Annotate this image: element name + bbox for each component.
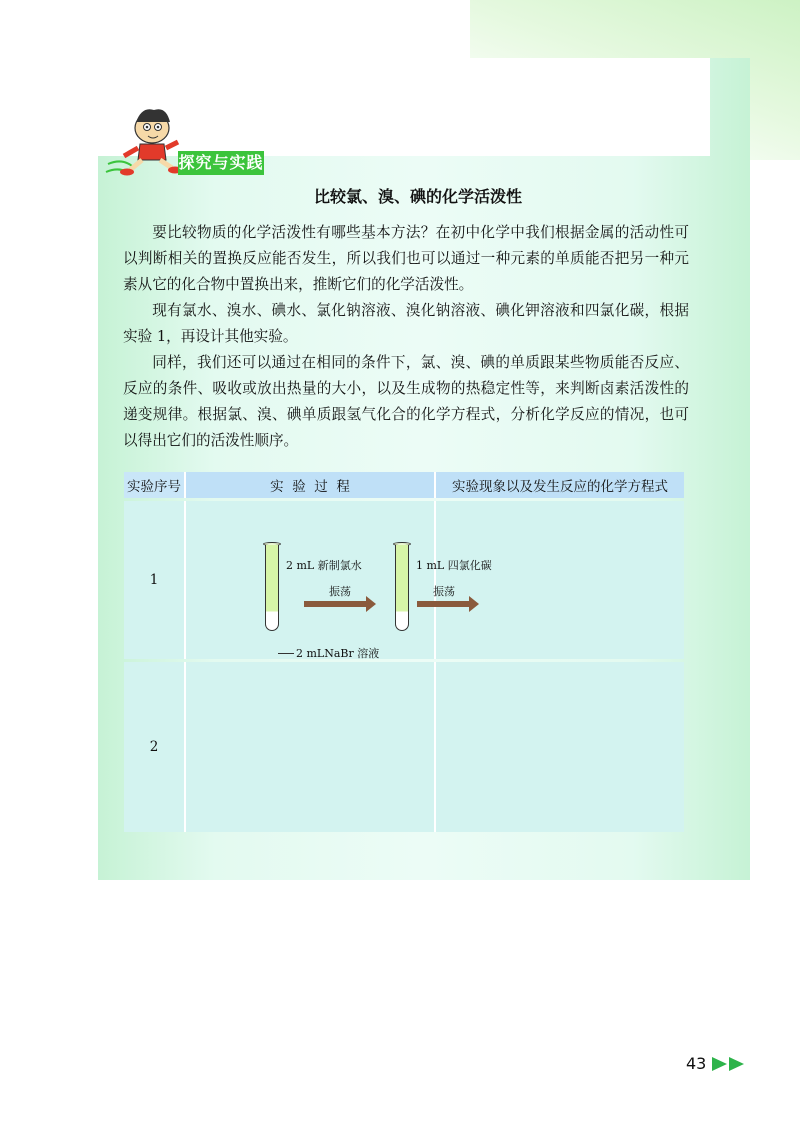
paragraph-2: 现有氯水、溴水、碘水、氯化钠溶液、溴化钠溶液、碘化钾溶液和四氯化碳，根据实验 1，再设计其他实验。 bbox=[123, 302, 689, 345]
arrow-right-icon bbox=[304, 601, 366, 607]
arrow-right-icon bbox=[417, 601, 469, 607]
header-number: 实验序号 bbox=[124, 472, 186, 498]
paragraph-1: 要比较物质的化学活泼性有哪些基本方法？在初中化学中我们根据金属的活动性可以判断相关的置换反应能否发生，所以我们也可以通过一种元素的单质能否把另一种元素从它的化合物中置换出来，推断它们的化学活泼性。 bbox=[123, 224, 689, 293]
row-number: 1 bbox=[124, 501, 186, 659]
paragraph-3: 同样，我们还可以通过在相同的条件下，氯、溴、碘的单质跟某些物质能否反应、反应的条件、吸收或放出热量的大小，以及生成物的热稳定性等，来判断卤素活泼性的递变规律。根据氯、溴、碘单质跟氢气化合的化学方程式，分析化学反应的情况，也可以得出它们的活泼性顺序。 bbox=[123, 354, 689, 449]
result-cell bbox=[436, 662, 684, 832]
arrow2-label: 振荡 bbox=[433, 585, 455, 598]
experiment-table bbox=[124, 472, 684, 832]
result-cell bbox=[436, 501, 684, 659]
activity-body bbox=[123, 220, 689, 454]
page-number: 43 bbox=[686, 1054, 707, 1073]
process-cell bbox=[186, 662, 436, 832]
table-row bbox=[124, 501, 684, 659]
explore-practice-badge: 探究与实践 bbox=[178, 151, 264, 175]
test-tube-1 bbox=[265, 545, 279, 631]
table-row bbox=[124, 662, 684, 832]
activity-title: 比较氯、溴、碘的化学活泼性 bbox=[313, 187, 522, 206]
table-header-row bbox=[124, 472, 684, 498]
process-diagram bbox=[186, 501, 492, 660]
tube1-top-label: 2 mL 新制氯水 bbox=[286, 559, 362, 572]
row-number: 2 bbox=[124, 662, 186, 832]
test-tube-2 bbox=[395, 545, 409, 631]
header-process: 实 验 过 程 bbox=[186, 472, 436, 498]
leader-line bbox=[278, 653, 294, 654]
arrow1-label: 振荡 bbox=[329, 585, 351, 598]
header-result: 实验现象以及发生反应的化学方程式 bbox=[436, 472, 684, 498]
tube1-bottom-label: 2 mLNaBr 溶液 bbox=[296, 647, 380, 660]
next-page-arrows-icon bbox=[712, 1056, 746, 1072]
tube2-top-label: 1 mL 四氯化碳 bbox=[416, 559, 492, 572]
